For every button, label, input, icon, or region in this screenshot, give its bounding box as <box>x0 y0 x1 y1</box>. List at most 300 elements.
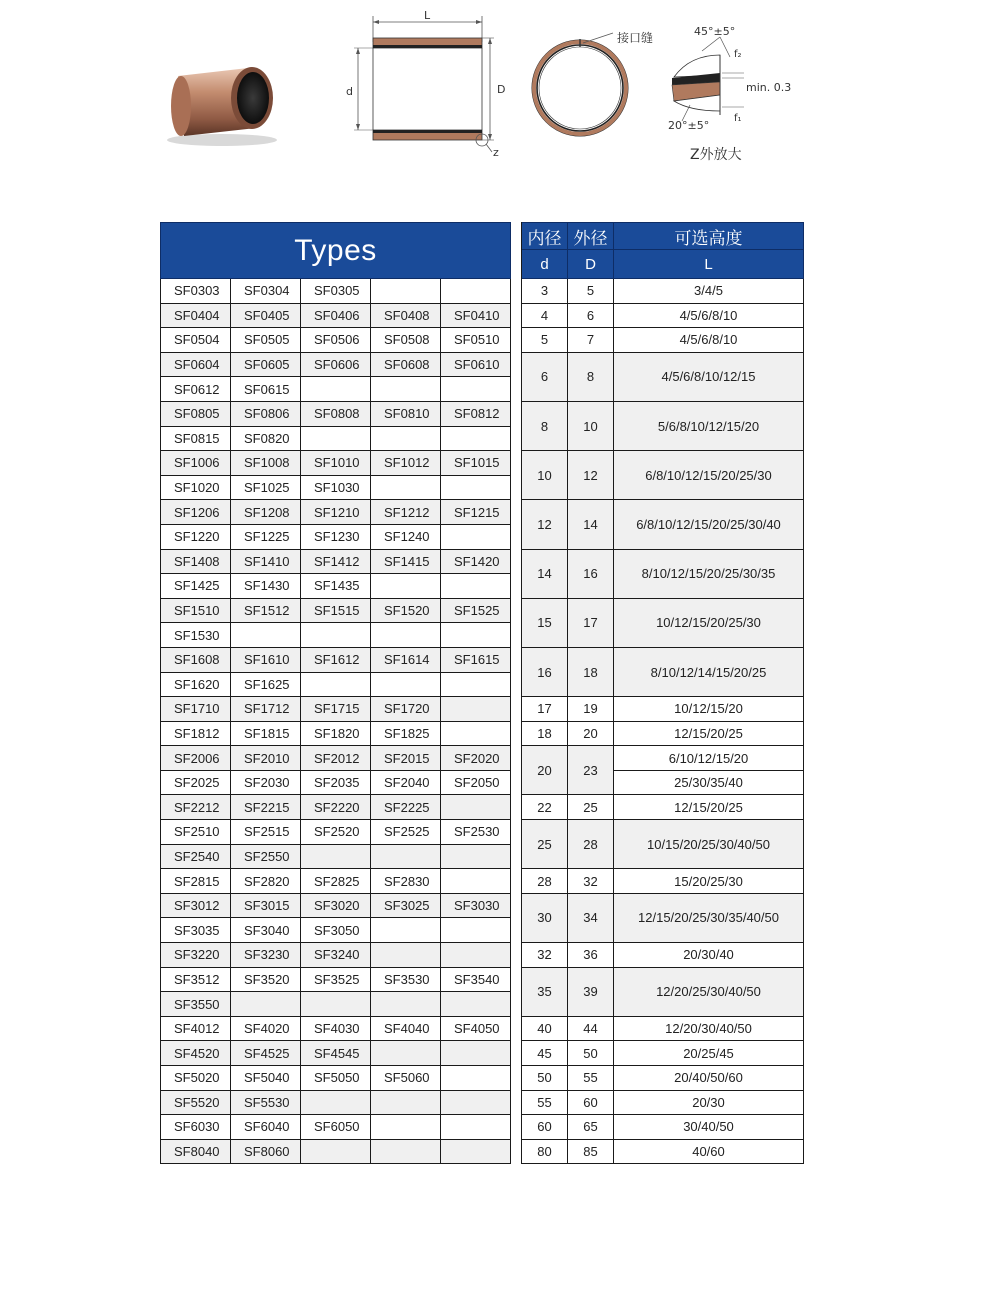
type-code-cell: SF3020 <box>301 893 371 918</box>
outer-diameter-cell: 25 <box>568 795 614 820</box>
type-code-cell <box>371 992 441 1017</box>
optional-length-cell: 20/30/40 <box>614 943 804 968</box>
type-code-cell: SF2825 <box>301 869 371 894</box>
type-code-cell <box>371 574 441 599</box>
type-code-cell: SF2830 <box>371 869 441 894</box>
inner-diameter-header: 内径 <box>522 223 568 250</box>
type-code-cell: SF0604 <box>161 352 231 377</box>
outer-diameter-cell: 6 <box>568 303 614 328</box>
table-row <box>161 352 804 377</box>
type-code-cell <box>441 279 511 304</box>
type-code-cell: SF8060 <box>231 1139 301 1164</box>
D-symbol-header: D <box>568 250 614 279</box>
inner-diameter-cell: 50 <box>522 1066 568 1091</box>
inner-diameter-cell: 16 <box>522 647 568 696</box>
inner-diameter-cell: 25 <box>522 820 568 869</box>
type-code-cell: SF2515 <box>231 820 301 845</box>
type-code-cell <box>441 475 511 500</box>
type-code-cell: SF0610 <box>441 352 511 377</box>
type-code-cell: SF0606 <box>301 352 371 377</box>
type-code-cell: SF1012 <box>371 451 441 476</box>
type-code-cell <box>371 672 441 697</box>
column-gap <box>511 475 522 500</box>
inner-diameter-cell: 30 <box>522 893 568 942</box>
type-code-cell: SF5040 <box>231 1066 301 1091</box>
type-code-cell: SF1512 <box>231 598 301 623</box>
column-gap <box>511 893 522 918</box>
column-gap <box>511 451 522 476</box>
outer-diameter-cell: 32 <box>568 869 614 894</box>
optional-length-cell: 12/15/20/25/30/35/40/50 <box>614 893 804 942</box>
table-row <box>161 943 804 968</box>
type-code-cell: SF2550 <box>231 844 301 869</box>
type-code-cell: SF6030 <box>161 1115 231 1140</box>
type-code-cell: SF1212 <box>371 500 441 525</box>
column-gap <box>511 549 522 574</box>
outer-diameter-cell: 50 <box>568 1041 614 1066</box>
outer-diameter-cell: 10 <box>568 401 614 450</box>
type-code-cell: SF0303 <box>161 279 231 304</box>
optional-length-cell: 8/10/12/15/20/25/30/35 <box>614 549 804 598</box>
column-gap <box>511 1066 522 1091</box>
optional-length-cell: 12/15/20/25 <box>614 721 804 746</box>
optional-length-cell: 5/6/8/10/12/15/20 <box>614 401 804 450</box>
type-code-cell: SF0806 <box>231 401 301 426</box>
type-code-cell <box>441 943 511 968</box>
type-code-cell: SF0508 <box>371 328 441 353</box>
type-code-cell <box>371 475 441 500</box>
type-code-cell: SF1620 <box>161 672 231 697</box>
column-gap <box>511 721 522 746</box>
type-code-cell: SF1615 <box>441 647 511 672</box>
type-code-cell: SF0612 <box>161 377 231 402</box>
type-code-cell: SF1230 <box>301 524 371 549</box>
type-code-cell <box>231 623 301 648</box>
type-code-cell: SF0812 <box>441 401 511 426</box>
outer-diameter-cell: 14 <box>568 500 614 549</box>
type-code-cell: SF4012 <box>161 1016 231 1041</box>
type-code-cell <box>441 1115 511 1140</box>
column-gap <box>511 303 522 328</box>
type-code-cell: SF3530 <box>371 967 441 992</box>
type-code-cell: SF1420 <box>441 549 511 574</box>
type-code-cell: SF0615 <box>231 377 301 402</box>
type-code-cell: SF1412 <box>301 549 371 574</box>
column-gap <box>511 770 522 795</box>
type-code-cell: SF1815 <box>231 721 301 746</box>
type-code-cell: SF4020 <box>231 1016 301 1041</box>
outer-diameter-cell: 19 <box>568 697 614 722</box>
type-code-cell: SF0406 <box>301 303 371 328</box>
table-row <box>161 795 804 820</box>
type-code-cell: SF0408 <box>371 303 441 328</box>
column-gap <box>511 844 522 869</box>
type-code-cell: SF1030 <box>301 475 371 500</box>
inner-diameter-cell: 5 <box>522 328 568 353</box>
type-code-cell: SF5050 <box>301 1066 371 1091</box>
type-code-cell: SF1430 <box>231 574 301 599</box>
type-code-cell: SF1820 <box>301 721 371 746</box>
type-code-cell <box>301 1090 371 1115</box>
type-code-cell: SF3540 <box>441 967 511 992</box>
type-code-cell <box>441 844 511 869</box>
outer-diameter-cell: 8 <box>568 352 614 401</box>
type-code-cell: SF1008 <box>231 451 301 476</box>
type-code-cell <box>301 377 371 402</box>
type-code-cell <box>371 1115 441 1140</box>
type-code-cell: SF0305 <box>301 279 371 304</box>
column-gap <box>511 1090 522 1115</box>
table-row <box>161 967 804 992</box>
optional-length-cell: 3/4/5 <box>614 279 804 304</box>
column-gap <box>511 574 522 599</box>
type-code-cell: SF6050 <box>301 1115 371 1140</box>
optional-length-cell: 20/40/50/60 <box>614 1066 804 1091</box>
outer-diameter-cell: 23 <box>568 746 614 795</box>
type-code-cell: SF3220 <box>161 943 231 968</box>
inner-diameter-cell: 35 <box>522 967 568 1016</box>
outer-diameter-cell: 60 <box>568 1090 614 1115</box>
table-row <box>161 1016 804 1041</box>
type-code-cell: SF3512 <box>161 967 231 992</box>
type-code-cell: SF1530 <box>161 623 231 648</box>
type-code-cell: SF3012 <box>161 893 231 918</box>
outer-diameter-cell: 18 <box>568 647 614 696</box>
label-z: z <box>493 146 499 159</box>
type-code-cell: SF4050 <box>441 1016 511 1041</box>
inner-diameter-cell: 80 <box>522 1139 568 1164</box>
type-code-cell <box>371 918 441 943</box>
table-row <box>161 1139 804 1164</box>
type-code-cell <box>441 1139 511 1164</box>
type-code-cell <box>441 721 511 746</box>
label-bottom-angle: 20°±5° <box>668 119 710 132</box>
table-row <box>161 721 804 746</box>
inner-diameter-cell: 15 <box>522 598 568 647</box>
type-code-cell <box>441 623 511 648</box>
front-view-drawing <box>525 25 654 140</box>
inner-diameter-cell: 3 <box>522 279 568 304</box>
type-code-cell: SF2015 <box>371 746 441 771</box>
type-code-cell <box>371 943 441 968</box>
column-gap <box>511 401 522 426</box>
type-code-cell: SF1006 <box>161 451 231 476</box>
type-code-cell: SF1812 <box>161 721 231 746</box>
column-gap <box>511 967 522 992</box>
type-code-cell: SF0510 <box>441 328 511 353</box>
type-code-cell: SF3025 <box>371 893 441 918</box>
optional-length-cell: 15/20/25/30 <box>614 869 804 894</box>
optional-length-cell: 30/40/50 <box>614 1115 804 1140</box>
type-code-cell: SF3550 <box>161 992 231 1017</box>
inner-diameter-cell: 14 <box>522 549 568 598</box>
column-gap <box>511 820 522 845</box>
type-code-cell <box>441 992 511 1017</box>
column-gap <box>511 992 522 1017</box>
label-joint: 接口缝 <box>617 31 654 45</box>
type-code-cell: SF3240 <box>301 943 371 968</box>
type-code-cell <box>301 1139 371 1164</box>
type-code-cell: SF2225 <box>371 795 441 820</box>
type-code-cell: SF1010 <box>301 451 371 476</box>
type-code-cell: SF1612 <box>301 647 371 672</box>
type-code-cell: SF1625 <box>231 672 301 697</box>
table-row <box>161 500 804 525</box>
column-gap <box>511 500 522 525</box>
type-code-cell: SF3030 <box>441 893 511 918</box>
types-header: Types <box>161 223 511 279</box>
optional-length-cell: 10/12/15/20/25/30 <box>614 598 804 647</box>
type-code-cell: SF0608 <box>371 352 441 377</box>
optional-length-cell: 10/12/15/20 <box>614 697 804 722</box>
optional-length-cell: 12/15/20/25 <box>614 795 804 820</box>
type-code-cell: SF0805 <box>161 401 231 426</box>
type-code-cell: SF3525 <box>301 967 371 992</box>
type-code-cell: SF1415 <box>371 549 441 574</box>
label-f2: f₂ <box>734 49 742 60</box>
type-code-cell: SF3520 <box>231 967 301 992</box>
optional-length-cell: 12/20/30/40/50 <box>614 1016 804 1041</box>
type-code-cell: SF2540 <box>161 844 231 869</box>
inner-diameter-cell: 28 <box>522 869 568 894</box>
type-code-cell: SF2212 <box>161 795 231 820</box>
type-code-cell: SF1015 <box>441 451 511 476</box>
type-code-cell <box>371 1090 441 1115</box>
inner-diameter-cell: 17 <box>522 697 568 722</box>
type-code-cell <box>371 426 441 451</box>
type-code-cell <box>441 1090 511 1115</box>
inner-diameter-cell: 55 <box>522 1090 568 1115</box>
inner-diameter-cell: 8 <box>522 401 568 450</box>
type-code-cell <box>441 377 511 402</box>
outer-diameter-cell: 85 <box>568 1139 614 1164</box>
outer-diameter-cell: 17 <box>568 598 614 647</box>
optional-length-cell: 4/5/6/8/10/12/15 <box>614 352 804 401</box>
bushing-photo <box>160 48 285 148</box>
type-code-cell: SF1610 <box>231 647 301 672</box>
spec-table <box>160 222 804 1164</box>
label-L: L <box>424 9 431 22</box>
label-min: min. 0.3 <box>746 81 792 94</box>
type-code-cell: SF0605 <box>231 352 301 377</box>
table-row <box>161 770 804 795</box>
optional-length-cell: 6/8/10/12/15/20/25/30/40 <box>614 500 804 549</box>
inner-diameter-cell: 40 <box>522 1016 568 1041</box>
type-code-cell: SF0815 <box>161 426 231 451</box>
type-code-cell <box>441 426 511 451</box>
column-gap <box>511 426 522 451</box>
column-gap <box>511 223 522 279</box>
column-gap <box>511 746 522 771</box>
type-code-cell <box>441 697 511 722</box>
type-code-cell: SF0505 <box>231 328 301 353</box>
type-code-cell: SF4030 <box>301 1016 371 1041</box>
type-code-cell: SF1720 <box>371 697 441 722</box>
type-code-cell: SF4520 <box>161 1041 231 1066</box>
type-code-cell: SF2035 <box>301 770 371 795</box>
type-code-cell: SF1608 <box>161 647 231 672</box>
side-section-drawing <box>340 6 520 166</box>
column-gap <box>511 328 522 353</box>
type-code-cell: SF2010 <box>231 746 301 771</box>
type-code-cell: SF1510 <box>161 598 231 623</box>
column-gap <box>511 918 522 943</box>
type-code-cell <box>371 377 441 402</box>
type-code-cell: SF0304 <box>231 279 301 304</box>
type-code-cell: SF5060 <box>371 1066 441 1091</box>
optional-length-cell: 4/5/6/8/10 <box>614 328 804 353</box>
type-code-cell: SF4040 <box>371 1016 441 1041</box>
inner-diameter-cell: 45 <box>522 1041 568 1066</box>
type-code-cell: SF1614 <box>371 647 441 672</box>
type-code-cell: SF1520 <box>371 598 441 623</box>
type-code-cell: SF3015 <box>231 893 301 918</box>
type-code-cell <box>301 844 371 869</box>
type-code-cell: SF1410 <box>231 549 301 574</box>
optional-length-cell: 10/15/20/25/30/40/50 <box>614 820 804 869</box>
column-gap <box>511 524 522 549</box>
column-gap <box>511 697 522 722</box>
type-code-cell: SF8040 <box>161 1139 231 1164</box>
optional-length-cell: 25/30/35/40 <box>614 770 804 795</box>
type-code-cell: SF3035 <box>161 918 231 943</box>
type-code-cell: SF2220 <box>301 795 371 820</box>
type-code-cell: SF1408 <box>161 549 231 574</box>
type-code-cell <box>371 1041 441 1066</box>
table-row <box>161 1066 804 1091</box>
type-code-cell <box>441 795 511 820</box>
column-gap <box>511 1016 522 1041</box>
column-gap <box>511 943 522 968</box>
table-row <box>161 598 804 623</box>
optional-length-cell: 6/8/10/12/15/20/25/30 <box>614 451 804 500</box>
type-code-cell: SF1240 <box>371 524 441 549</box>
type-code-cell <box>301 623 371 648</box>
column-gap <box>511 647 522 672</box>
type-code-cell: SF5530 <box>231 1090 301 1115</box>
type-code-cell: SF1525 <box>441 598 511 623</box>
type-code-cell: SF0820 <box>231 426 301 451</box>
type-code-cell: SF1020 <box>161 475 231 500</box>
outer-diameter-cell: 34 <box>568 893 614 942</box>
type-code-cell: SF2820 <box>231 869 301 894</box>
outer-diameter-cell: 28 <box>568 820 614 869</box>
type-code-cell: SF2520 <box>301 820 371 845</box>
type-code-cell: SF0405 <box>231 303 301 328</box>
label-d: d <box>346 85 353 98</box>
type-code-cell: SF2020 <box>441 746 511 771</box>
type-code-cell: SF2510 <box>161 820 231 845</box>
outer-diameter-cell: 5 <box>568 279 614 304</box>
type-code-cell: SF0410 <box>441 303 511 328</box>
inner-diameter-cell: 4 <box>522 303 568 328</box>
outer-diameter-cell: 39 <box>568 967 614 1016</box>
inner-diameter-cell: 60 <box>522 1115 568 1140</box>
type-code-cell: SF0506 <box>301 328 371 353</box>
outer-diameter-cell: 44 <box>568 1016 614 1041</box>
optional-length-cell: 20/30 <box>614 1090 804 1115</box>
inner-diameter-cell: 22 <box>522 795 568 820</box>
type-code-cell <box>441 672 511 697</box>
type-code-cell: SF2025 <box>161 770 231 795</box>
spec-table-body <box>161 279 804 1164</box>
type-code-cell: SF1215 <box>441 500 511 525</box>
type-code-cell: SF3050 <box>301 918 371 943</box>
type-code-cell: SF1712 <box>231 697 301 722</box>
type-code-cell <box>371 623 441 648</box>
column-gap <box>511 795 522 820</box>
column-gap <box>511 598 522 623</box>
table-row <box>161 303 804 328</box>
type-code-cell: SF2006 <box>161 746 231 771</box>
type-code-cell: SF1425 <box>161 574 231 599</box>
label-chamfer-angle: 45°±5° <box>694 25 736 38</box>
outer-diameter-cell: 65 <box>568 1115 614 1140</box>
optional-length-cell: 6/10/12/15/20 <box>614 746 804 771</box>
table-row <box>161 820 804 845</box>
optional-length-cell: 8/10/12/14/15/20/25 <box>614 647 804 696</box>
table-row <box>161 1090 804 1115</box>
type-code-cell: SF0808 <box>301 401 371 426</box>
table-row <box>161 401 804 426</box>
optional-length-header: 可选高度 <box>614 223 804 250</box>
table-row <box>161 647 804 672</box>
column-gap <box>511 623 522 648</box>
outer-diameter-cell: 20 <box>568 721 614 746</box>
type-code-cell: SF2530 <box>441 820 511 845</box>
type-code-cell <box>441 918 511 943</box>
type-code-cell: SF1515 <box>301 598 371 623</box>
type-code-cell: SF2815 <box>161 869 231 894</box>
type-code-cell: SF2012 <box>301 746 371 771</box>
optional-length-cell: 4/5/6/8/10 <box>614 303 804 328</box>
type-code-cell: SF1715 <box>301 697 371 722</box>
type-code-cell: SF2030 <box>231 770 301 795</box>
type-code-cell: SF3040 <box>231 918 301 943</box>
type-code-cell: SF0504 <box>161 328 231 353</box>
label-f1: f₁ <box>734 113 742 124</box>
type-code-cell: SF1025 <box>231 475 301 500</box>
inner-diameter-cell: 12 <box>522 500 568 549</box>
inner-diameter-cell: 18 <box>522 721 568 746</box>
L-symbol-header: L <box>614 250 804 279</box>
outer-diameter-cell: 55 <box>568 1066 614 1091</box>
type-code-cell: SF2050 <box>441 770 511 795</box>
table-row <box>161 893 804 918</box>
type-code-cell <box>301 992 371 1017</box>
type-code-cell: SF4545 <box>301 1041 371 1066</box>
column-gap <box>511 1115 522 1140</box>
table-row <box>161 869 804 894</box>
type-code-cell: SF0404 <box>161 303 231 328</box>
type-code-cell: SF5020 <box>161 1066 231 1091</box>
column-gap <box>511 1041 522 1066</box>
type-code-cell <box>371 279 441 304</box>
outer-diameter-header: 外径 <box>568 223 614 250</box>
column-gap <box>511 1139 522 1164</box>
type-code-cell <box>441 574 511 599</box>
type-code-cell: SF1208 <box>231 500 301 525</box>
type-code-cell: SF1710 <box>161 697 231 722</box>
type-code-cell: SF1435 <box>301 574 371 599</box>
type-code-cell: SF5520 <box>161 1090 231 1115</box>
type-code-cell: SF1225 <box>231 524 301 549</box>
optional-length-cell: 12/20/25/30/40/50 <box>614 967 804 1016</box>
column-gap <box>511 279 522 304</box>
inner-diameter-cell: 20 <box>522 746 568 795</box>
table-row <box>161 1041 804 1066</box>
type-code-cell <box>231 992 301 1017</box>
